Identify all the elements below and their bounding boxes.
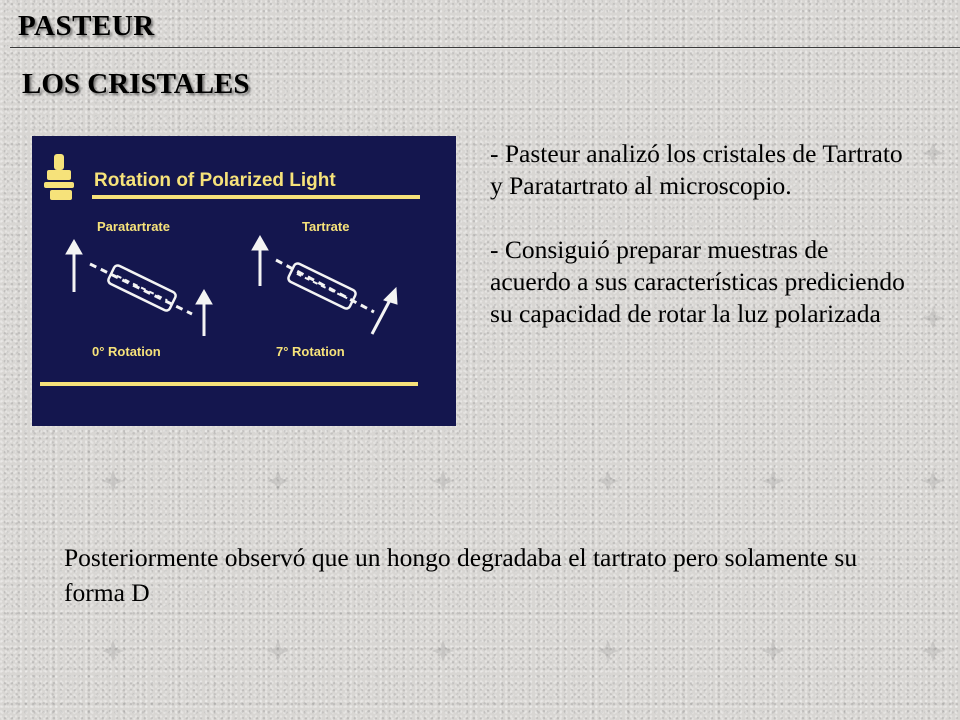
bullet-item: - Pasteur analizó los cristales de Tartrato y Paratartrato al microscopio. <box>490 139 903 200</box>
watermark-icon <box>430 638 456 664</box>
right-sample-label: Tartrate <box>302 219 350 234</box>
watermark-icon <box>100 638 126 664</box>
watermark-icon <box>595 638 621 664</box>
polarized-light-figure <box>32 136 456 426</box>
figure-bottom-rule <box>40 382 418 386</box>
watermark-icon <box>265 638 291 664</box>
bullet-item: - Consiguió preparar muestras de acuerdo a sus características prediciendo su capacidad de rotar la luz polarizada <box>490 235 905 328</box>
right-rotation-caption: 7° Rotation <box>276 344 345 359</box>
watermark-icon <box>100 468 126 494</box>
watermark-icon <box>265 468 291 494</box>
header-divider <box>10 47 960 48</box>
footer-paragraph: Posteriormente observó que un hongo degradaba el tartrato pero solamente su forma D <box>64 543 858 607</box>
watermark-icon <box>430 468 456 494</box>
watermark-icon <box>760 638 786 664</box>
bullet-list <box>490 138 910 330</box>
figure-canvas <box>32 136 456 426</box>
watermark-icon <box>920 140 946 166</box>
figure-title: Rotation of Polarized Light <box>94 170 336 191</box>
left-rotation-caption: 0° Rotation <box>92 344 161 359</box>
watermark-icon <box>920 468 946 494</box>
watermark-icon <box>920 305 946 331</box>
watermark-icon <box>760 468 786 494</box>
watermark-icon <box>595 468 621 494</box>
watermark-icon <box>920 638 946 664</box>
left-sample-label: Paratartrate <box>97 219 170 234</box>
page-title: PASTEUR <box>18 10 155 42</box>
section-title: LOS CRISTALES <box>22 68 250 100</box>
figure-title-rule <box>92 195 420 199</box>
